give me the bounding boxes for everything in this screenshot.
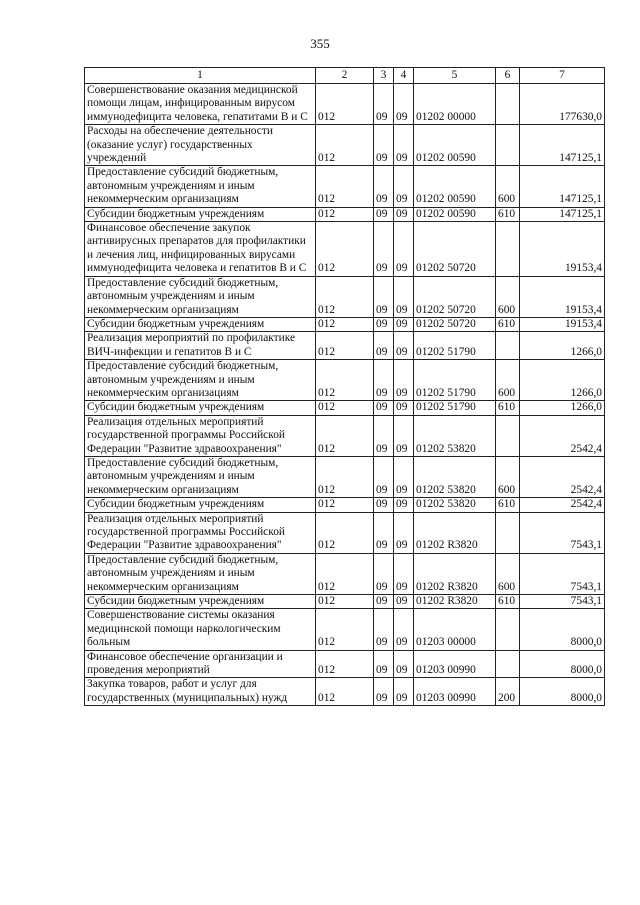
section-code-cell: 09: [374, 678, 394, 706]
ministry-code-cell: 012: [316, 125, 374, 166]
subsection-code-cell: 09: [394, 512, 414, 553]
ministry-code-cell: 012: [316, 456, 374, 497]
target-article-cell: 01203 00000: [414, 609, 496, 650]
col-header-subsection: 4: [394, 68, 414, 84]
subsection-code-cell: 09: [394, 415, 414, 456]
section-code-cell: 09: [374, 332, 394, 360]
ministry-code-cell: 012: [316, 166, 374, 207]
amount-cell: 2542,4: [520, 498, 605, 512]
section-code-cell: 09: [374, 498, 394, 512]
ministry-code-cell: 012: [316, 317, 374, 331]
row-name-cell: Предоставление субсидий бюджетным, автономным учреждениям и иным некоммерческим организациям: [85, 360, 316, 401]
expense-type-cell: [496, 415, 520, 456]
expense-type-cell: 610: [496, 595, 520, 609]
ministry-code-cell: 012: [316, 222, 374, 277]
amount-cell: 1266,0: [520, 360, 605, 401]
amount-cell: 19153,4: [520, 276, 605, 317]
subsection-code-cell: 09: [394, 401, 414, 415]
section-code-cell: 09: [374, 317, 394, 331]
ministry-code-cell: 012: [316, 401, 374, 415]
row-name-cell: Предоставление субсидий бюджетным, автономным учреждениям и иным некоммерческим организациям: [85, 553, 316, 594]
ministry-code-cell: 012: [316, 415, 374, 456]
table-row: [85, 207, 605, 221]
table-row: [85, 166, 605, 207]
ministry-code-cell: 012: [316, 678, 374, 706]
table-row: [85, 401, 605, 415]
target-article-cell: 01203 00990: [414, 650, 496, 678]
amount-cell: 8000,0: [520, 609, 605, 650]
amount-cell: 19153,4: [520, 317, 605, 331]
col-header-target-article: 5: [414, 68, 496, 84]
expense-type-cell: [496, 125, 520, 166]
ministry-code-cell: 012: [316, 498, 374, 512]
amount-cell: 177630,0: [520, 84, 605, 125]
header-row: [85, 68, 605, 84]
amount-cell: 2542,4: [520, 415, 605, 456]
target-article-cell: 01202 00590: [414, 125, 496, 166]
table-row: [85, 415, 605, 456]
subsection-code-cell: 09: [394, 650, 414, 678]
subsection-code-cell: 09: [394, 84, 414, 125]
section-code-cell: 09: [374, 276, 394, 317]
section-code-cell: 09: [374, 553, 394, 594]
section-code-cell: 09: [374, 166, 394, 207]
target-article-cell: 01202 50720: [414, 276, 496, 317]
subsection-code-cell: 09: [394, 222, 414, 277]
section-code-cell: 09: [374, 595, 394, 609]
ministry-code-cell: 012: [316, 553, 374, 594]
target-article-cell: 01202 00590: [414, 207, 496, 221]
page-number: 355: [310, 36, 330, 51]
section-code-cell: 09: [374, 456, 394, 497]
subsection-code-cell: 09: [394, 553, 414, 594]
table-row: [85, 125, 605, 166]
row-name-cell: Реализация мероприятий по профилактике ВИЧ-инфекции и гепатитов В и С: [85, 332, 316, 360]
amount-cell: 19153,4: [520, 222, 605, 277]
target-article-cell: 01202 00590: [414, 166, 496, 207]
amount-cell: 7543,1: [520, 595, 605, 609]
subsection-code-cell: 09: [394, 125, 414, 166]
row-name-cell: Расходы на обеспечение деятельности (оказание услуг) государственных учреждений: [85, 125, 316, 166]
amount-cell: 8000,0: [520, 650, 605, 678]
table-row: [85, 332, 605, 360]
section-code-cell: 09: [374, 609, 394, 650]
ministry-code-cell: 012: [316, 276, 374, 317]
amount-cell: 7543,1: [520, 553, 605, 594]
table-row: [85, 276, 605, 317]
target-article-cell: 01203 00990: [414, 678, 496, 706]
subsection-code-cell: 09: [394, 456, 414, 497]
col-header-amount: 7: [520, 68, 605, 84]
expense-type-cell: 600: [496, 166, 520, 207]
ministry-code-cell: 012: [316, 512, 374, 553]
expense-type-cell: 600: [496, 456, 520, 497]
section-code-cell: 09: [374, 401, 394, 415]
subsection-code-cell: 09: [394, 317, 414, 331]
ministry-code-cell: 012: [316, 650, 374, 678]
col-header-name: 1: [85, 68, 316, 84]
amount-cell: 147125,1: [520, 166, 605, 207]
col-header-section: 3: [374, 68, 394, 84]
row-name-cell: Финансовое обеспечение организации и проведения мероприятий: [85, 650, 316, 678]
expense-type-cell: [496, 222, 520, 277]
amount-cell: 8000,0: [520, 678, 605, 706]
table-row: [85, 317, 605, 331]
subsection-code-cell: 09: [394, 360, 414, 401]
table-row: [85, 678, 605, 706]
section-code-cell: 09: [374, 207, 394, 221]
table-body: [85, 84, 605, 706]
target-article-cell: 01202 51790: [414, 332, 496, 360]
table-row: [85, 512, 605, 553]
row-name-cell: Субсидии бюджетным учреждениям: [85, 317, 316, 331]
expense-type-cell: 600: [496, 553, 520, 594]
amount-cell: 147125,1: [520, 207, 605, 221]
expense-type-cell: [496, 650, 520, 678]
subsection-code-cell: 09: [394, 678, 414, 706]
section-code-cell: 09: [374, 360, 394, 401]
target-article-cell: 01202 51790: [414, 360, 496, 401]
expense-type-cell: 200: [496, 678, 520, 706]
table-row: [85, 222, 605, 277]
expense-type-cell: [496, 84, 520, 125]
target-article-cell: 01202 51790: [414, 401, 496, 415]
row-name-cell: Субсидии бюджетным учреждениям: [85, 401, 316, 415]
expense-type-cell: [496, 332, 520, 360]
table-row: [85, 360, 605, 401]
expense-type-cell: 610: [496, 401, 520, 415]
ministry-code-cell: 012: [316, 332, 374, 360]
col-header-expense-type: 6: [496, 68, 520, 84]
row-name-cell: Предоставление субсидий бюджетным, автономным учреждениям и иным некоммерческим организациям: [85, 456, 316, 497]
section-code-cell: 09: [374, 415, 394, 456]
target-article-cell: 01202 50720: [414, 317, 496, 331]
expense-type-cell: 610: [496, 207, 520, 221]
expense-type-cell: 600: [496, 276, 520, 317]
subsection-code-cell: 09: [394, 609, 414, 650]
ministry-code-cell: 012: [316, 609, 374, 650]
target-article-cell: 01202 50720: [414, 222, 496, 277]
table-row: [85, 650, 605, 678]
section-code-cell: 09: [374, 84, 394, 125]
amount-cell: 147125,1: [520, 125, 605, 166]
table-row: [85, 595, 605, 609]
row-name-cell: Субсидии бюджетным учреждениям: [85, 207, 316, 221]
row-name-cell: Закупка товаров, работ и услуг для государственных (муниципальных) нужд: [85, 678, 316, 706]
expense-type-cell: [496, 512, 520, 553]
budget-table: [84, 67, 605, 706]
amount-cell: 1266,0: [520, 332, 605, 360]
col-header-ministry: 2: [316, 68, 374, 84]
expense-type-cell: [496, 609, 520, 650]
target-article-cell: 01202 53820: [414, 498, 496, 512]
subsection-code-cell: 09: [394, 498, 414, 512]
table-row: [85, 609, 605, 650]
ministry-code-cell: 012: [316, 595, 374, 609]
subsection-code-cell: 09: [394, 332, 414, 360]
ministry-code-cell: 012: [316, 207, 374, 221]
row-name-cell: Реализация отдельных мероприятий государственной программы Российской Федерации "Развитие здравоохранения": [85, 415, 316, 456]
subsection-code-cell: 09: [394, 595, 414, 609]
row-name-cell: Субсидии бюджетным учреждениям: [85, 498, 316, 512]
section-code-cell: 09: [374, 125, 394, 166]
table-row: [85, 456, 605, 497]
row-name-cell: Предоставление субсидий бюджетным, автономным учреждениям и иным некоммерческим организациям: [85, 276, 316, 317]
target-article-cell: 01202 53820: [414, 456, 496, 497]
row-name-cell: Совершенствование системы оказания медицинской помощи наркологическим больным: [85, 609, 316, 650]
row-name-cell: Субсидии бюджетным учреждениям: [85, 595, 316, 609]
table-row: [85, 498, 605, 512]
row-name-cell: Предоставление субсидий бюджетным, автономным учреждениям и иным некоммерческим организациям: [85, 166, 316, 207]
ministry-code-cell: 012: [316, 84, 374, 125]
amount-cell: 1266,0: [520, 401, 605, 415]
expense-type-cell: 610: [496, 317, 520, 331]
table-row: [85, 553, 605, 594]
section-code-cell: 09: [374, 650, 394, 678]
amount-cell: 2542,4: [520, 456, 605, 497]
subsection-code-cell: 09: [394, 166, 414, 207]
section-code-cell: 09: [374, 222, 394, 277]
row-name-cell: Совершенствование оказания медицинской помощи лицам, инфицированным вирусом иммунодефицита человека, гепатитами В и С: [85, 84, 316, 125]
target-article-cell: 01202 R3820: [414, 553, 496, 594]
row-name-cell: Финансовое обеспечение закупок антивирусных препаратов для профилактики и лечения лиц, инфицированных вирусами иммунодефицита человека и гепатитов В и С: [85, 222, 316, 277]
expense-type-cell: 610: [496, 498, 520, 512]
section-code-cell: 09: [374, 512, 394, 553]
ministry-code-cell: 012: [316, 360, 374, 401]
expense-type-cell: 600: [496, 360, 520, 401]
amount-cell: 7543,1: [520, 512, 605, 553]
subsection-code-cell: 09: [394, 207, 414, 221]
target-article-cell: 01202 R3820: [414, 512, 496, 553]
table-row: [85, 84, 605, 125]
target-article-cell: 01202 53820: [414, 415, 496, 456]
row-name-cell: Реализация отдельных мероприятий государственной программы Российской Федерации "Развитие здравоохранения": [85, 512, 316, 553]
subsection-code-cell: 09: [394, 276, 414, 317]
target-article-cell: 01202 00000: [414, 84, 496, 125]
target-article-cell: 01202 R3820: [414, 595, 496, 609]
